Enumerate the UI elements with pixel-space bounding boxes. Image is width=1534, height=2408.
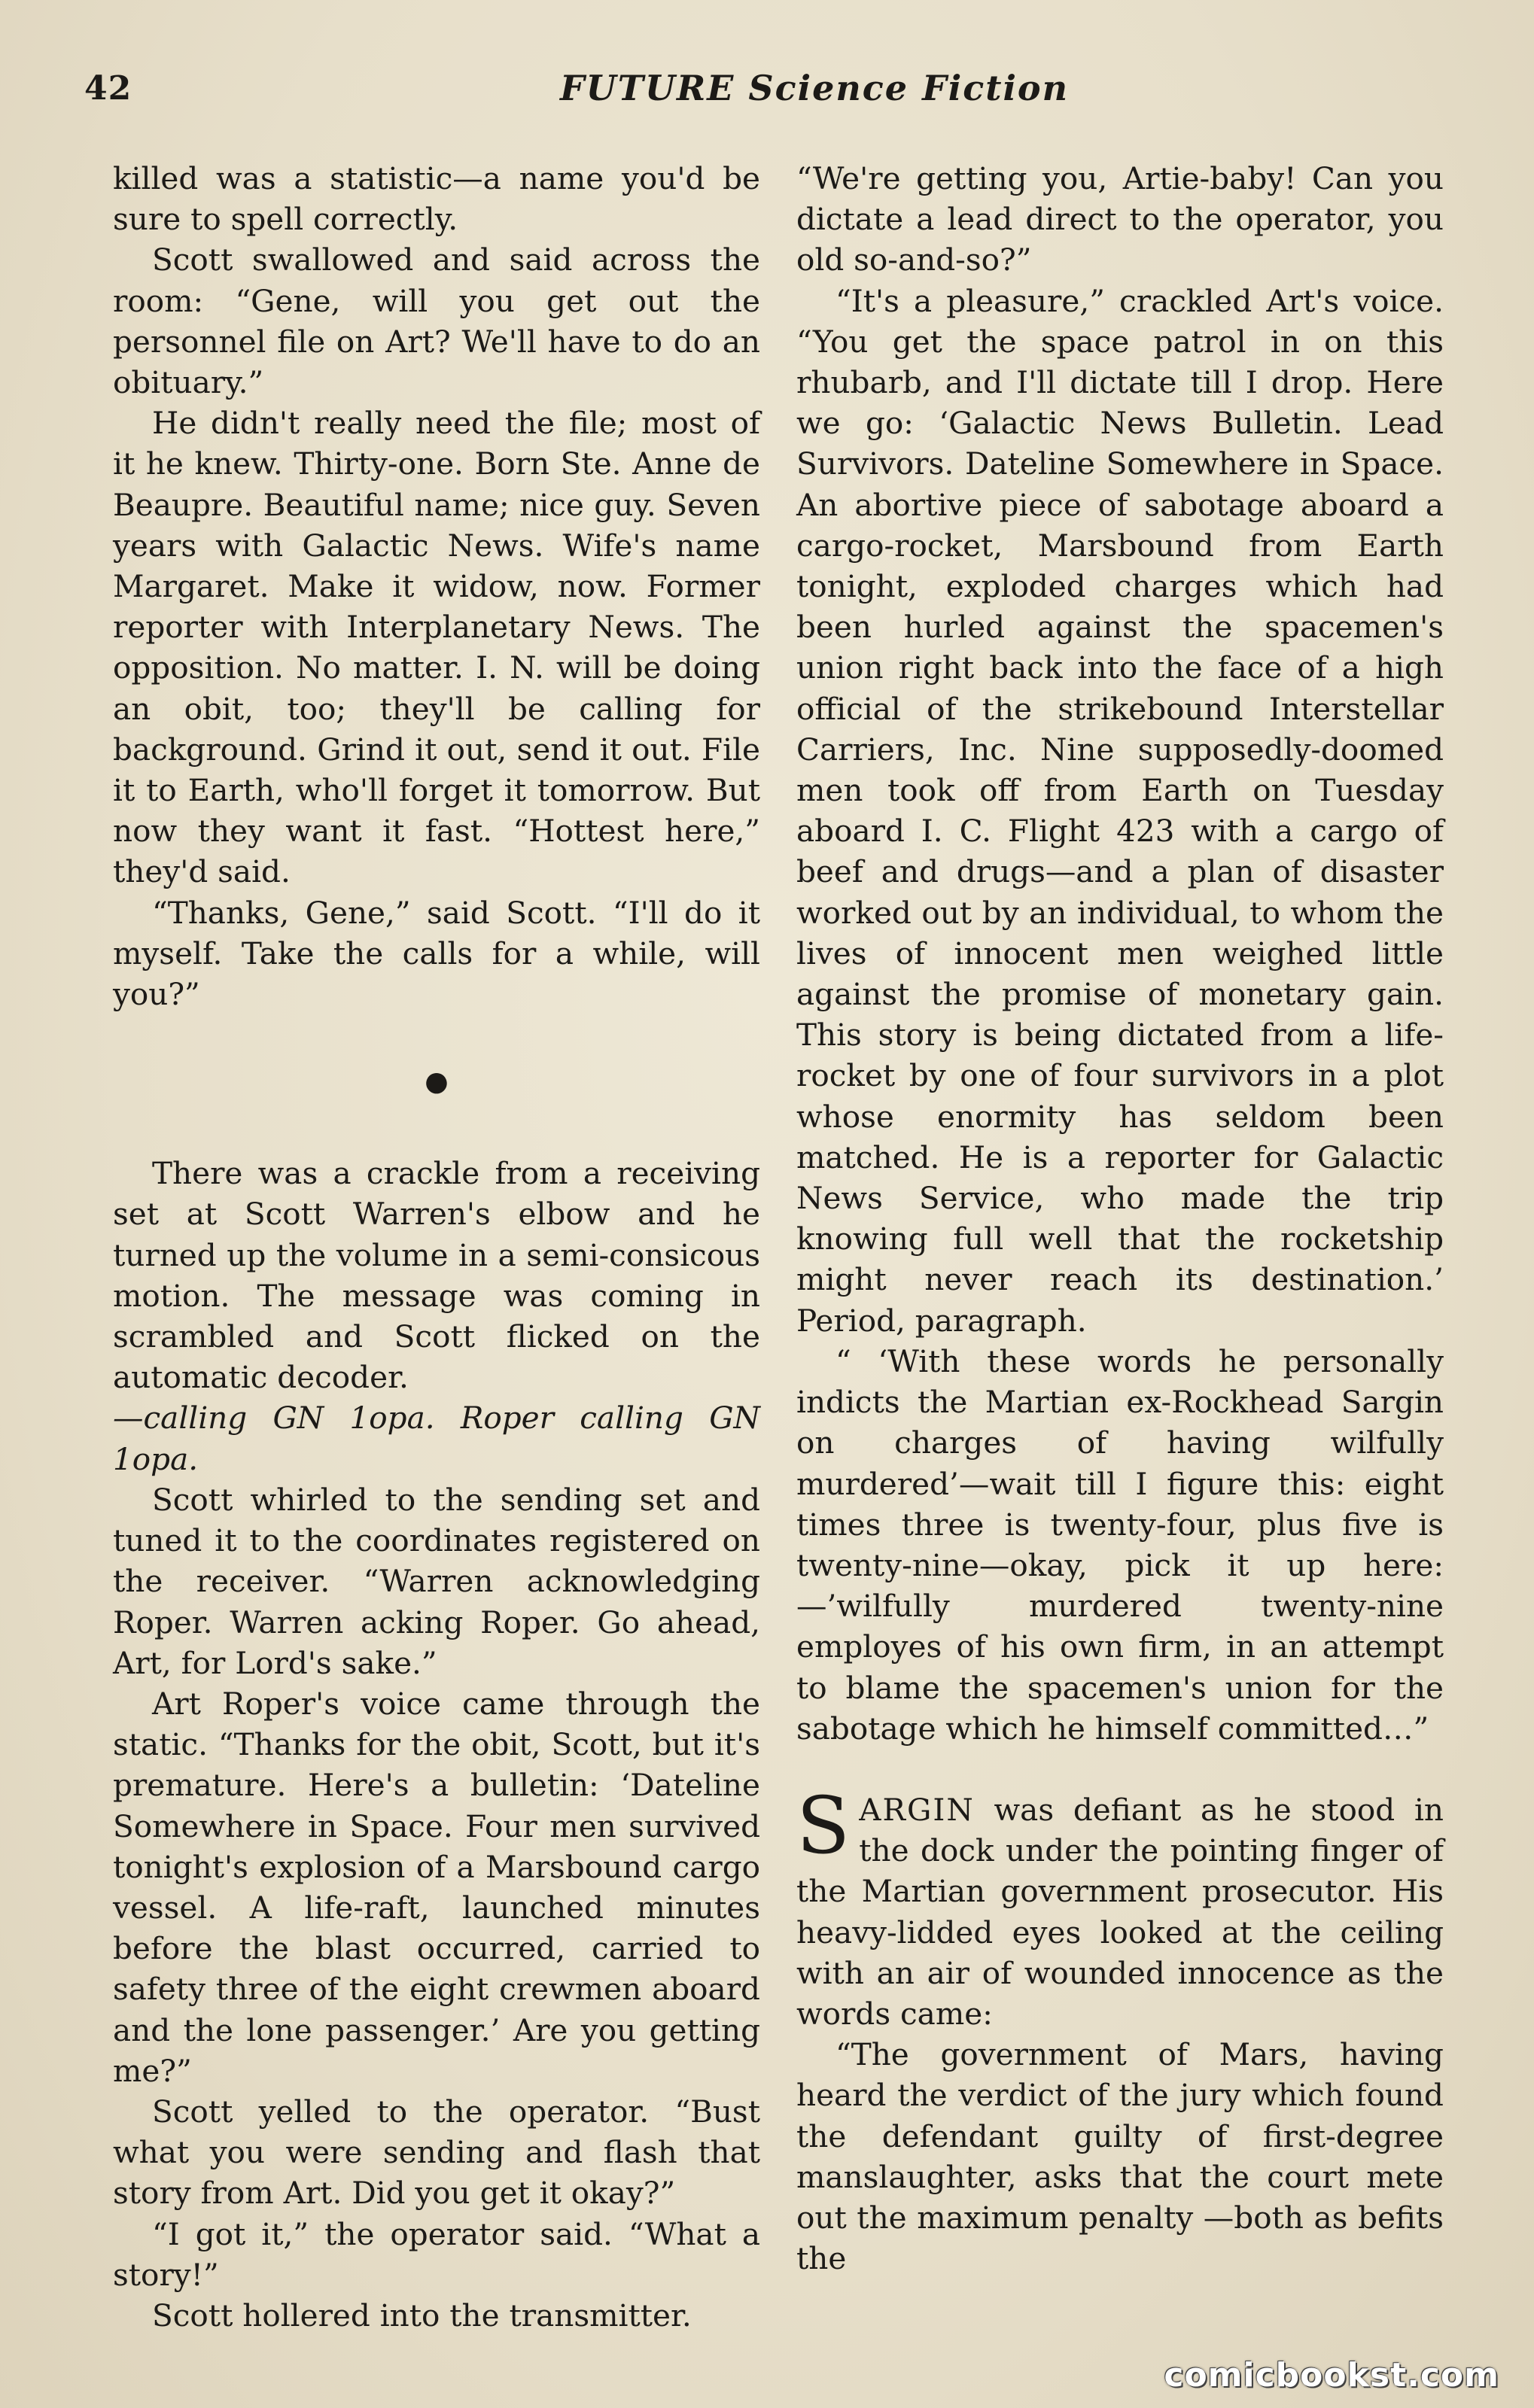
paragraph: He didn't really need the file; most of it he knew. Thirty-one. Born Ste. Anne de Beaupre. Beautiful name; nice guy. Seven years with Galactic News. Wife's name Margaret. Make it widow, now. Former reporter with Interplanetary News. The opposition. No matter. I. N. will be doing an obit, too; they'll be calling for background. Grind it out, send it out. File it to Earth, who'll forget it tomorrow. But now they want it fast. “Hottest here,” they'd said. (113, 405, 760, 890)
paragraph-text: was defiant as he stood in the dock under the pointing finger of the Martian government prosecutor. His heavy-lidded eyes looked at the ceiling with an air of wounded innocence as the words came: (796, 1791, 1444, 2032)
left-column (113, 158, 760, 2336)
paragraph: “Thanks, Gene,” said Scott. “I'll do it myself. Take the calls for a while, will you?” (113, 894, 760, 1013)
drop-cap: S (796, 1779, 851, 1871)
paragraph: “ ‘With these words he personally indicts the Martian ex-Rockhead Sargin on charges of having wilfully murdered’—wait till I figure this: eight times three is twenty-four, plus five is twenty-nine—okay, pick it up here: —’wilfully murdered twenty-nine employes of his own firm, in an attempt to blame the spacemen's union for the sabotage which he himself committed…” (796, 1342, 1444, 1747)
page-number: 42 (84, 69, 132, 108)
paragraph: Scott whirled to the sending set and tuned it to the coordinates registered on the receiver. “Warren acknowledging Roper. Warren acking Roper. Go ahead, Art, for Lord's sake.” (113, 1481, 760, 1681)
paragraph: Scott yelled to the operator. “Bust what you were sending and flash that story from Art. Did you get it okay?” (113, 2093, 760, 2212)
paragraph: killed was a statistic—a name you'd be sure to spell correctly. (113, 160, 760, 238)
paragraph: “We're getting you, Artie-baby! Can you dictate a lead direct to the operator, you old so-and-so?” (796, 160, 1444, 278)
paragraph: “The government of Mars, having heard the verdict of the jury which found the defendant guilty of first-degree manslaughter, asks that the court mete out the maximum penalty —both as befits the (796, 2036, 1444, 2277)
running-title: FUTURE Science Fiction (559, 68, 1070, 108)
paragraph: “It's a pleasure,” crackled Art's voice. “You get the space patrol in on this rhubarb, and I'll dictate till I drop. Here we go: ‘Galactic News Bulletin. Lead Survivors. Dateline Somewhere in Space. An abortive piece of sabotage aboard a cargo-rocket, Marsbound from Earth tonight, exploded charges which had been hurled against the spacemen's union right back into the face of a high official of the strikebound Interstellar Carriers, Inc. Nine supposedly-doomed men took off from Earth on Tuesday aboard I. C. Flight 423 with a cargo of beef and drugs—and a plan of disaster worked out by an individual, to whom the lives of innocent men weighed little against the promise of monetary gain. This story is being dictated from a life-rocket by one of four survivors in a plot whose enormity has seldom been matched. He is a reporter for Galactic News Service, who made the trip knowing full well that the rocketship might never reach its destination.’ Period, paragraph. (796, 282, 1444, 1339)
paragraph: Art Roper's voice came through the static. “Thanks for the obit, Scott, but it's premature. Here's a bulletin: ‘Dateline Somewhere in Space. Four men survived tonight's explosion of a Marsbound cargo vessel. A life-raft, launched minutes before the blast occurred, carried to safety three of the eight crewmen aboard and the lone passenger.’ Are you getting me?” (113, 1685, 760, 2089)
paragraph: Scott hollered into the transmitter. (152, 2297, 692, 2334)
paragraph: There was a crackle from a receiving set at Scott Warren's elbow and he turned up the volume in a semi-consicous motion. The message was coming in scrambled and Scott flicked on the automatic decoder. (113, 1155, 760, 1396)
small-caps-word: ARGIN (859, 1791, 975, 1828)
paragraph: Scott swallowed and said across the room: “Gene, will you get out the personnel file on Art? We'll have to do an obituary.” (113, 242, 760, 401)
page-header (84, 69, 1454, 122)
transmission-line: —calling GN 1opa. Roper calling GN 1opa. (113, 1400, 760, 1477)
paragraph: “I got it,” the operator said. “What a story!” (113, 2215, 760, 2293)
section-break-bullet: ● (425, 1066, 449, 1098)
right-column (796, 158, 1444, 2279)
section-opening-paragraph (796, 1779, 1444, 2034)
watermark: comicbookst.com (1164, 2356, 1499, 2394)
